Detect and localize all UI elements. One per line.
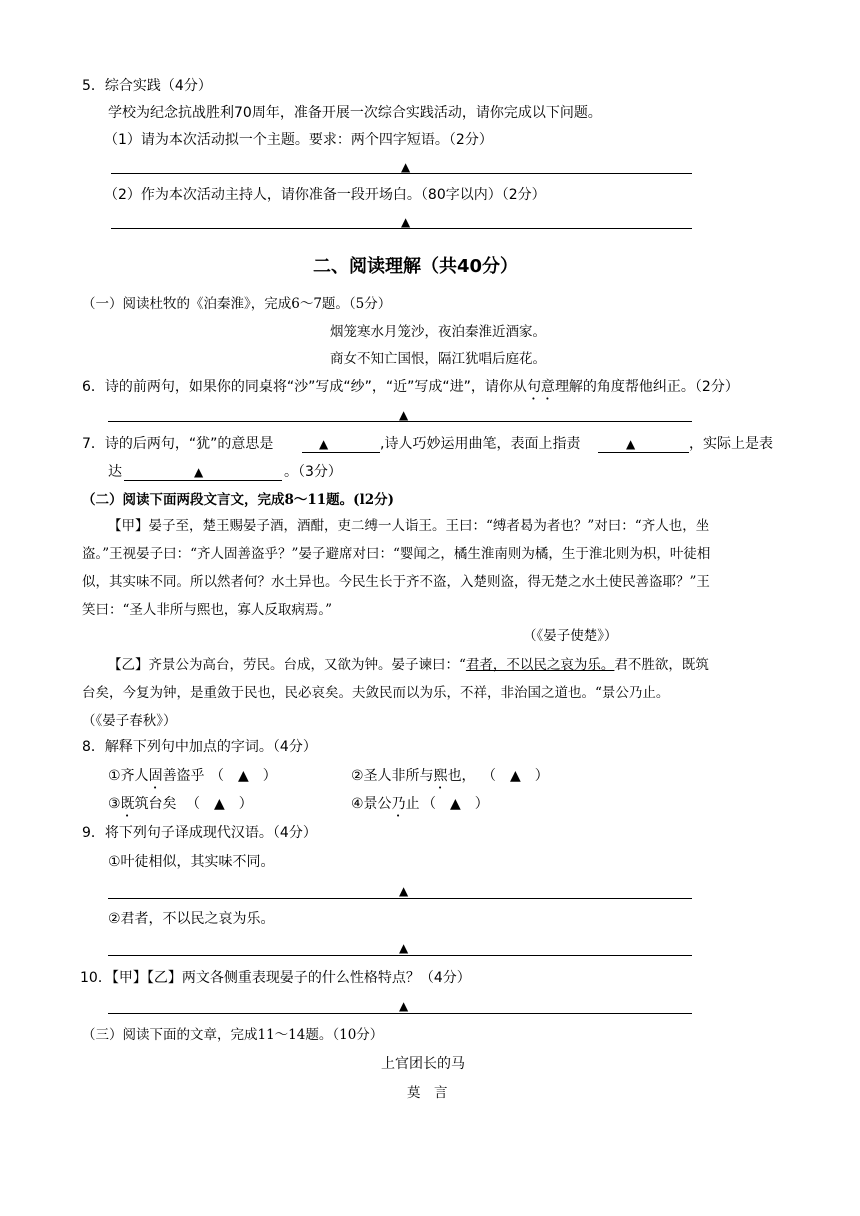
answer-blank[interactable] — [598, 452, 689, 453]
q8-item-2: ②圣人非所与熙也， — [351, 768, 476, 784]
q8-answer-1[interactable]: （ ▲ ） — [210, 768, 277, 784]
passage-jia-line: 【甲】晏子至，楚王赐晏子酒，酒酣，吏二缚一人诣王。王曰：“缚者曷为者也？”对曰：“齐人也，坐 — [108, 518, 710, 534]
q8-item-3: ③既筑台矣 — [108, 796, 177, 812]
passage-yi — [82, 651, 782, 735]
passage-jia-source: （《晏子使楚》） — [523, 628, 618, 644]
q7-line2-b: 。（3分） — [284, 464, 342, 480]
underlined-sentence: 君者，不以民之哀为乐。 — [465, 657, 615, 673]
q7-line1-b: ,诗人巧妙运用曲笔，表面上指责 — [380, 436, 581, 452]
passage-jia — [82, 512, 782, 624]
answer-mark: ▲ — [401, 215, 411, 229]
answer-line[interactable] — [108, 898, 692, 899]
answer-mark: ▲ — [319, 437, 329, 451]
passage-jia-line: 笑曰：“圣人非所与熙也，寡人反取病焉。” — [82, 602, 333, 618]
emphasis-mark: 句意 — [526, 379, 555, 395]
answer-mark: ▲ — [399, 941, 409, 955]
q8-answer-3[interactable]: （ ▲ ） — [186, 796, 253, 812]
answer-line[interactable] — [108, 955, 692, 956]
passage-yi-line: 【乙】齐景公为高台，劳民。台成，又欲为钟。晏子谏曰：“君者，不以民之哀为乐。君不胜欲，既筑 — [108, 657, 709, 673]
q7-line1-c: ，实际上是表 — [689, 436, 773, 452]
q8-answer-2[interactable]: （ ▲ ） — [482, 768, 549, 784]
part2-heading: （二）阅读下面两段文言文，完成8～11题。(l2分) — [82, 492, 394, 508]
q10-text: 10．【甲】【乙】两文各侧重表现晏子的什么性格特点？（4分） — [80, 970, 471, 986]
answer-mark: ▲ — [399, 408, 409, 422]
answer-line[interactable] — [108, 1013, 692, 1014]
answer-mark: ▲ — [399, 884, 409, 898]
q9-heading: 9．将下列句子译成现代汉语。（4分） — [82, 825, 317, 841]
answer-blank[interactable] — [124, 480, 282, 481]
passage-yi-source: （《晏子春秋》） — [82, 713, 177, 729]
answer-blank[interactable] — [302, 452, 380, 453]
answer-mark: ▲ — [401, 160, 411, 174]
q8-answer-4[interactable]: （ ▲ ） — [422, 796, 489, 812]
answer-mark: ▲ — [626, 437, 636, 451]
answer-line[interactable] — [111, 173, 692, 174]
poem-line-1: 烟笼寒水月笼沙，夜泊秦淮近酒家。 — [330, 324, 546, 340]
part3-heading: （三）阅读下面的文章，完成11～14题。（10分） — [82, 1027, 384, 1043]
poem-line-2: 商女不知亡国恨，隔江犹唱后庭花。 — [330, 351, 546, 367]
q5-intro: 学校为纪念抗战胜利70周年，准备开展一次综合实践活动，请你完成以下问题。 — [108, 105, 602, 121]
answer-line[interactable] — [108, 421, 692, 422]
passage-jia-line: 盗。”王视晏子曰：“齐人固善盗乎？”晏子避席对曰：“婴闻之，橘生淮南则为橘，生于淮北则为枳，叶徒相 — [82, 546, 711, 562]
part1-heading: （一）阅读杜牧的《泊秦淮》，完成6～7题。（5分） — [82, 296, 392, 312]
q9-sentence-1: ①叶徒相似，其实味不同。 — [108, 854, 275, 870]
article-author: 莫 言 — [407, 1085, 448, 1101]
article-title: 上官团长的马 — [381, 1056, 465, 1072]
answer-line[interactable] — [111, 228, 692, 229]
section-title: 二、阅读理解（共40分） — [313, 256, 519, 277]
answer-mark: ▲ — [399, 999, 409, 1013]
passage-yi-line: 台矣，今复为钟，是重敛于民也，民必哀矣。夫敛民而以为乐，不祥，非治国之道也。“景公乃止。 — [82, 685, 670, 701]
q8-item-1: ①齐人固善盗乎 — [108, 768, 205, 784]
passage-jia-line: 似，其实味不同。所以然者何？水土异也。今民生长于齐不盗，入楚则盗，得无楚之水土使民善盗耶？”王 — [82, 574, 710, 590]
q8-heading: 8．解释下列句中加点的字词。（4分） — [82, 739, 317, 755]
q7-line2-a: 达 — [108, 464, 122, 480]
q8-item-4: ④景公乃止 — [351, 796, 420, 812]
q5-sub1: （1）请为本次活动拟一个主题。要求：两个四字短语。（2分） — [104, 132, 493, 148]
q7-line1-a: 7．诗的后两句，“犹”的意思是 — [82, 436, 274, 452]
q5-sub2: （2）作为本次活动主持人，请你准备一段开场白。（80字以内）（2分） — [104, 187, 546, 203]
q6-text: 6．诗的前两句，如果你的同桌将“沙”写成“纱”，“近”写成“进”，请你从句意理解的角度帮他纠正。（2分） — [82, 379, 739, 395]
answer-mark: ▲ — [194, 465, 204, 479]
q5-heading: 5．综合实践（4分） — [82, 78, 212, 94]
q9-sentence-2: ②君者，不以民之哀为乐。 — [108, 911, 275, 927]
